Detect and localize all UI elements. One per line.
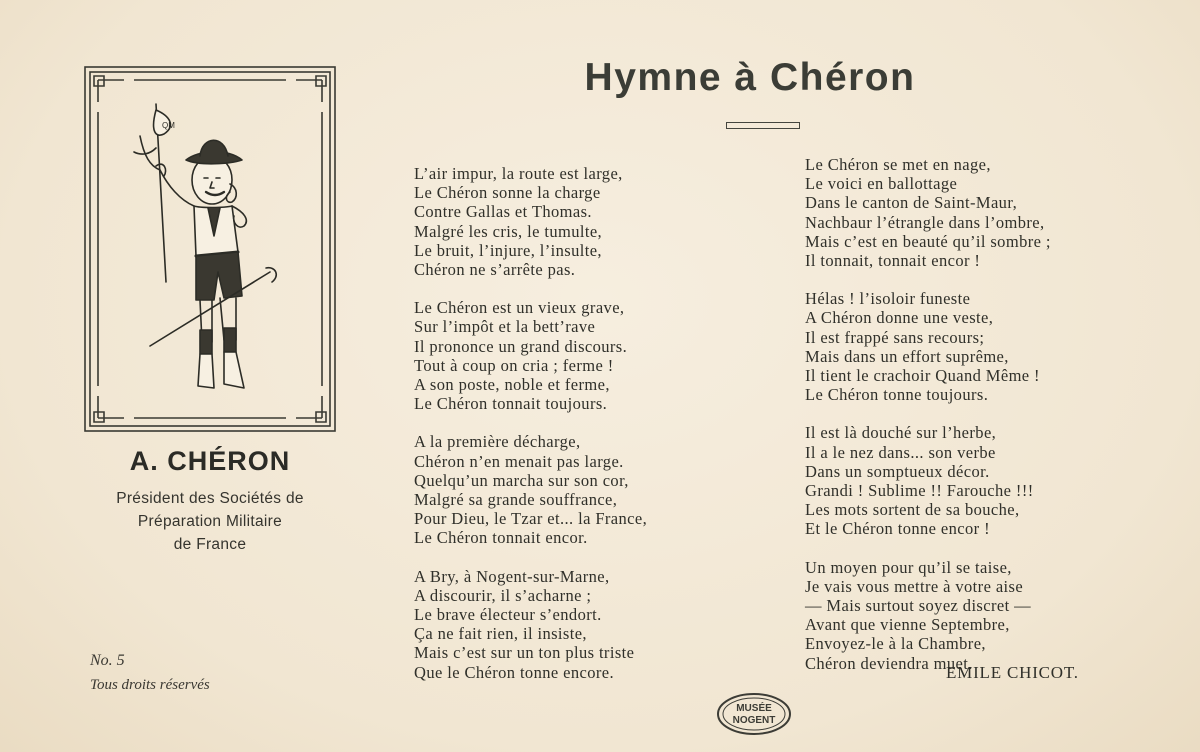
page-title: Hymne à Chéron [584, 56, 916, 99]
poem-stanza [805, 558, 1051, 673]
poem-line: Chéron n’en menait pas large. [414, 451, 624, 471]
poem-stanza [805, 155, 1051, 270]
poem-line: Chéron deviendra muet. [805, 653, 973, 673]
poem-line: A Bry, à Nogent-sur-Marne, [414, 566, 610, 586]
poem-line: Ça ne fait rien, il insiste, [414, 624, 587, 644]
poem-line: Il est frappé sans recours; [805, 327, 985, 347]
poem-stanza [805, 423, 1051, 538]
poem-line: Le Chéron est un vieux grave, [414, 298, 625, 318]
poem-line: Tout à coup on cria ; ferme ! [414, 355, 614, 375]
poem-line: Il a le nez dans... son verbe [805, 442, 996, 462]
poem-line: Il prononce un grand discours. [414, 336, 628, 356]
portrait-subtitle [60, 487, 360, 556]
poem-line: Malgré sa grande souffrance, [414, 490, 618, 510]
stamp-line-1: MUSÉE [736, 703, 772, 714]
poem-line: Le Chéron se met en nage, [805, 155, 991, 174]
poem-line: Avant que vienne Septembre, [805, 615, 1010, 635]
poem-line: Dans le canton de Saint-Maur, [805, 193, 1018, 213]
cheron-caricature [120, 96, 280, 406]
poem-line: Les mots sortent de sa bouche, [805, 500, 1020, 520]
poem-line: Malgré les cris, le tumulte, [414, 221, 603, 241]
pennant-text: QM [162, 121, 175, 130]
poem-line: Le Chéron sonne la charge [414, 183, 601, 203]
poem-line: Le voici en ballottage [805, 174, 958, 194]
poem-line: Nachbaur l’étrangle dans l’ombre, [805, 212, 1045, 232]
poem-line: A discourir, il s’acharne ; [414, 585, 592, 605]
poem-line: Envoyez-le à la Chambre, [805, 634, 986, 654]
poem-line: Le bruit, l’injure, l’insulte, [414, 240, 602, 260]
poem-line: Je vais vous mettre à votre aise [805, 576, 1024, 596]
author-signature: EMILE CHICOT. [946, 663, 1079, 682]
poem-line: Le Chéron tonnait encor. [414, 528, 588, 548]
stamp-line-2: NOGENT [732, 715, 776, 726]
poem-line: Pour Dieu, le Tzar et... la France, [414, 509, 648, 529]
poem-line: Le Chéron tonne toujours. [805, 385, 989, 405]
title-divider [726, 122, 800, 129]
poem-line: Le Chéron tonnait toujours. [414, 394, 608, 414]
poem-line: Grandi ! Sublime !! Farouche !!! [805, 481, 1034, 501]
poem-line: A son poste, noble et ferme, [414, 375, 610, 395]
poem-line: A la première décharge, [414, 432, 581, 452]
poem-stanza [414, 298, 647, 413]
poem-stanza [414, 164, 647, 279]
poem-stanza [805, 289, 1051, 404]
poem-line: Mais c’est en beauté qu’il sombre ; [805, 231, 1051, 251]
portrait-name: A. CHÉRON [129, 446, 291, 476]
card-number: No. 5 [90, 652, 125, 669]
poem-line: Il tient le crachoir Quand Même ! [805, 366, 1040, 386]
subtitle-line: de France [173, 536, 247, 553]
poem-line: Mais dans un effort suprême, [805, 346, 1009, 366]
poem-line: Un moyen pour qu’il se taise, [805, 557, 1012, 577]
poem-column-right [805, 155, 1051, 692]
poem-line: Que le Chéron tonne encore. [414, 662, 615, 682]
subtitle-line: Président des Sociétés de [116, 490, 304, 507]
poem-line: Hélas ! l’isoloir funeste [805, 289, 971, 309]
poem-line: Quelqu’un marcha sur son cor, [414, 470, 629, 490]
rights-notice: Tous droits réservés [90, 677, 210, 693]
poem-column-left [414, 164, 647, 701]
poem-line: Contre Gallas et Thomas. [414, 202, 592, 222]
poem-line: L’air impur, la route est large, [414, 164, 623, 183]
poem-line: Dans un somptueux décor. [805, 461, 990, 481]
poem-stanza [414, 567, 647, 682]
poem-line: Le brave électeur s’endort. [414, 605, 602, 625]
poem-line: A Chéron donne une veste, [805, 308, 994, 328]
poem-line: Et le Chéron tonne encor ! [805, 519, 990, 539]
subtitle-line: Préparation Militaire [137, 513, 283, 530]
poem-stanza [414, 432, 647, 547]
poem-line: — Mais surtout soyez discret — [805, 596, 1032, 616]
poem-line: Chéron ne s’arrête pas. [414, 260, 576, 280]
poem-line: Il est là douché sur l’herbe, [805, 423, 997, 443]
poem-line: Sur l’impôt et la bett’rave [414, 317, 596, 337]
museum-stamp [716, 692, 792, 736]
poem-line: Il tonnait, tonnait encor ! [805, 251, 981, 271]
poem-line: Mais c’est sur un ton plus triste [414, 643, 635, 663]
